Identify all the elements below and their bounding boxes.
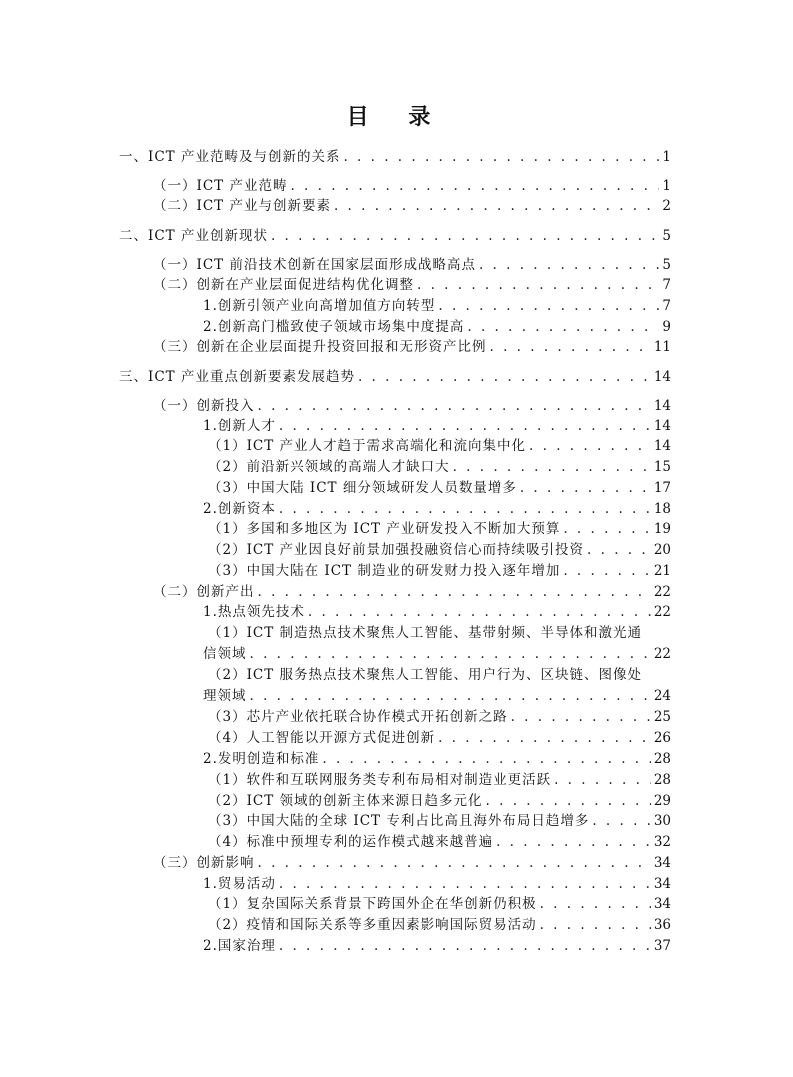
toc-entry-text: （3）中国大陆的全球 ICT 专利占比高且海外布局日趋增多 (208, 813, 590, 829)
toc-leader-dots (417, 276, 659, 294)
toc-page-number: 17 (653, 480, 671, 496)
toc-page-number: 26 (653, 730, 671, 746)
toc-entry-text: 一、ICT 产业范畴及与创新的关系 (119, 149, 341, 165)
toc-page-number: 2 (662, 198, 671, 214)
toc-entry-text: （2）前沿新兴领域的高端人才缺口大 (208, 459, 450, 475)
toc-entry[interactable] (153, 177, 671, 195)
toc-title: 目 录 (346, 105, 447, 130)
toc-entry-text: （一）创新投入 (153, 398, 255, 414)
toc-page-number: 22 (653, 646, 671, 662)
toc-entry[interactable] (203, 500, 671, 518)
toc-page-number: 21 (653, 563, 671, 579)
toc-leader-dots (511, 708, 651, 726)
toc-entry[interactable] (208, 916, 671, 934)
toc-entry-text: 1.热点领先技术 (203, 604, 305, 620)
toc-entry[interactable] (153, 197, 671, 215)
toc-entry-text: （4）标准中预埋专利的运作模式越来越普遍 (208, 834, 494, 850)
toc-leader-dots (563, 562, 650, 580)
toc-entry-text: （二）ICT 产业与创新要素 (153, 198, 331, 214)
toc-leader-dots (279, 500, 651, 518)
toc-entry-text: 2.创新资本 (203, 501, 276, 517)
toc-entry-text: 三、ICT 产业重点创新要素发展趋势 (119, 369, 355, 385)
toc-page-number: 15 (653, 459, 671, 475)
toc-page-number: 9 (662, 319, 671, 335)
toc-leader-dots (453, 458, 651, 476)
toc-entry-text: （一）ICT 产业范畴 (153, 178, 288, 194)
toc-entry-text: （二）创新在产业层面促进结构优化调整 (153, 277, 414, 293)
toc-entry[interactable] (153, 397, 671, 415)
toc-page-number: 11 (653, 339, 671, 355)
toc-entry[interactable] (203, 687, 671, 705)
toc-entry[interactable] (153, 256, 671, 274)
toc-entry-text: 2.国家治理 (203, 938, 276, 954)
toc-entry[interactable] (203, 875, 671, 893)
toc-leader-dots (490, 338, 651, 356)
toc-page-number: 34 (653, 896, 671, 912)
toc-leader-dots (322, 750, 650, 768)
toc-leader-dots (587, 541, 651, 559)
toc-page-number: 5 (662, 257, 671, 273)
toc-page-number: 25 (653, 709, 671, 725)
toc-entry[interactable] (208, 520, 671, 538)
toc-leader-dots (279, 937, 651, 955)
toc-page-number: 28 (653, 751, 671, 767)
toc-leader-dots (467, 318, 659, 336)
toc-page-number: 22 (653, 584, 671, 600)
toc-leader-dots (334, 197, 659, 215)
toc-entry-text: （2）ICT 产业因良好前景加强投融资信心而持续吸引投资 (208, 542, 585, 558)
toc-page-number: 37 (653, 938, 671, 954)
toc-page-number: 18 (653, 501, 671, 517)
toc-entry-text: （1）软件和互联网服务类专利布局相对制造业更活跃 (208, 772, 552, 788)
toc-leader-dots (250, 687, 651, 705)
toc-entry-text: （1）多国和多地区为 ICT 产业研发投入不断加大预算 (208, 521, 561, 537)
toc-entry[interactable] (208, 458, 671, 476)
toc-page-number: 34 (653, 876, 671, 892)
toc-page-number: 34 (653, 855, 671, 871)
toc-entry[interactable] (119, 368, 671, 386)
toc-page-number: 22 (653, 604, 671, 620)
toc-entry[interactable] (203, 417, 671, 435)
toc-entry-text: （1）ICT 产业人才趋于需求高端化和流向集中化 (208, 438, 527, 454)
toc-entry[interactable] (119, 148, 671, 166)
toc-leader-dots (540, 895, 651, 913)
toc-entry-text: 1.创新人才 (203, 418, 276, 434)
toc-leader-dots (250, 645, 651, 663)
toc-entry[interactable] (203, 937, 671, 955)
toc-page-number: 7 (662, 277, 671, 293)
toc-entry[interactable] (119, 227, 671, 245)
toc-page-number: 14 (653, 369, 671, 385)
toc-entry[interactable] (208, 771, 671, 789)
toc-entry-text: （2）疫情和国际关系等多重因素影响国际贸易活动 (208, 917, 537, 933)
toc-page-number: 7 (662, 298, 671, 314)
toc-leader-dots (358, 368, 651, 386)
toc-entry-text: 1.贸易活动 (203, 876, 276, 892)
toc-entry-text: （3）中国大陆 ICT 细分领域研发人员数量增多 (208, 480, 517, 496)
toc-leader-dots (540, 916, 651, 934)
toc-entry-text: （三）创新影响 (153, 855, 255, 871)
toc-page-number: 19 (653, 521, 671, 537)
toc-entry[interactable] (153, 338, 671, 356)
toc-entry-text: （3）芯片产业依托联合协作模式开拓创新之路 (208, 709, 508, 725)
toc-entry-text: 2.发明创造和标准 (203, 751, 320, 767)
toc-entry[interactable] (208, 541, 671, 559)
toc-entry[interactable] (208, 895, 671, 913)
toc-entry-text: （3）中国大陆在 ICT 制造业的研发财力投入逐年增加 (208, 563, 561, 579)
toc-leader-dots (479, 256, 659, 274)
toc-leader-dots (258, 583, 651, 601)
toc-page-number: 1 (662, 178, 671, 194)
toc-entry-text: （二）创新产出 (153, 584, 255, 600)
toc-leader-dots (438, 297, 659, 315)
toc-leader-dots (592, 812, 650, 830)
toc-leader-dots (271, 227, 659, 245)
toc-page-number: 14 (653, 418, 671, 434)
toc-entry-text: 1.创新引领产业向高增加值方向转型 (203, 298, 436, 314)
toc-page-number: 29 (653, 793, 671, 809)
toc-leader-dots (438, 729, 651, 747)
toc-page-number: 36 (653, 917, 671, 933)
toc-entry[interactable] (208, 833, 671, 851)
toc-page-number: 1 (662, 149, 671, 165)
toc-page-number: 14 (653, 398, 671, 414)
toc-leader-dots (486, 792, 651, 810)
toc-entry[interactable] (203, 750, 671, 768)
toc-entry[interactable] (208, 562, 671, 580)
toc-leader-dots (290, 177, 659, 195)
toc-page-number: 30 (653, 813, 671, 829)
toc-entry-text: （一）ICT 前沿技术创新在国家层面形成战略高点 (153, 257, 476, 273)
toc-entry-text: （1）复杂国际关系背景下跨国外企在华创新仍积极 (208, 896, 537, 912)
toc-entry-text: （2）ICT 领域的创新主体来源日趋多元化 (208, 793, 483, 809)
toc-entry-continuation: 理领域 (203, 688, 247, 704)
toc-leader-dots (279, 417, 651, 435)
toc-entry[interactable] (208, 437, 671, 455)
toc-entry[interactable] (203, 297, 671, 315)
toc-entry[interactable] (208, 729, 671, 747)
toc-page-number: 24 (653, 688, 671, 704)
toc-entry[interactable] (153, 854, 671, 872)
toc-leader-dots (554, 771, 651, 789)
toc-page-number: 28 (653, 772, 671, 788)
toc-entry[interactable] (208, 708, 671, 726)
toc-leader-dots (520, 479, 651, 497)
toc-entry[interactable] (203, 603, 671, 621)
toc-entry[interactable] (153, 276, 671, 294)
toc-page-number: 5 (662, 228, 671, 244)
toc-entry-text[interactable]: （1）ICT 制造热点技术聚焦人工智能、基带射频、半导体和激光通 (208, 625, 643, 641)
toc-leader-dots (496, 833, 651, 851)
toc-page-number: 14 (653, 438, 671, 454)
toc-leader-dots (258, 854, 651, 872)
toc-leader-dots (308, 603, 651, 621)
toc-entry[interactable] (203, 318, 671, 336)
toc-entry-text: （三）创新在企业层面提升投资回报和无形资产比例 (153, 339, 487, 355)
toc-entry[interactable] (208, 792, 671, 810)
toc-entry-text[interactable]: （2）ICT 服务热点技术聚焦人工智能、用户行为、区块链、图像处 (208, 667, 643, 683)
toc-leader-dots (279, 875, 651, 893)
toc-page-number: 32 (653, 834, 671, 850)
toc-leader-dots (258, 397, 651, 415)
toc-entry[interactable] (153, 583, 671, 601)
toc-leader-dots (343, 148, 659, 166)
toc-leader-dots (529, 437, 651, 455)
toc-entry-text: （4）人工智能以开源方式促进创新 (208, 730, 436, 746)
toc-entry[interactable] (208, 479, 671, 497)
toc-page-number: 20 (653, 542, 671, 558)
toc-entry-text: 2.创新高门槛致使子领域市场集中度提高 (203, 319, 465, 335)
toc-entry-text: 二、ICT 产业创新现状 (119, 228, 268, 244)
toc-entry[interactable] (203, 645, 671, 663)
toc-entry-continuation: 信领域 (203, 646, 247, 662)
toc-entry[interactable] (208, 812, 671, 830)
toc-leader-dots (563, 520, 650, 538)
